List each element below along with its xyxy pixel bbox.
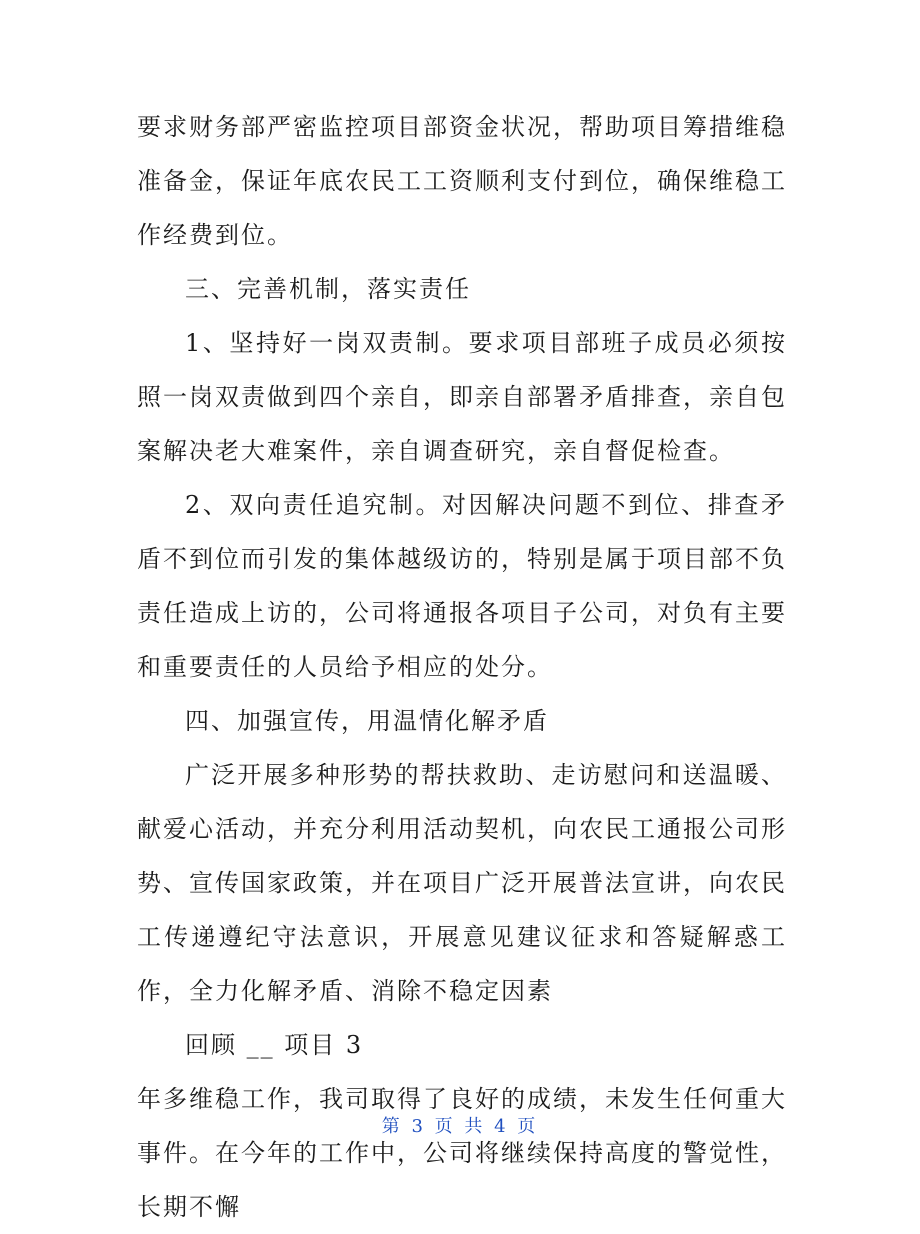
document-body [137, 100, 787, 1234]
page-number-footer: 第 3 页 共 4 页 [381, 1116, 539, 1137]
paragraph-responsibility-2: 2、双向责任追究制。对因解决问题不到位、排查矛盾不到位而引发的集体越级访的，特别是属于项目部不负责任造成上访的，公司将通报各项目子公司，对负有主要和重要责任的人员给予相应的处分。 [137, 491, 787, 681]
paragraph-responsibility-1: 1、坚持好一岗双责制。要求项目部班子成员必须按照一岗双责做到四个亲自，即亲自部署矛盾排查，亲自包案解决老大难案件，亲自调查研究，亲自督促检查。 [137, 329, 787, 465]
paragraph-review: 年多维稳工作，我司取得了良好的成绩，未发生任何重大事件。在今年的工作中，公司将继续保持高度的警觉性，长期不懈 [137, 1085, 787, 1221]
paragraph-publicity: 广泛开展多种形势的帮扶救助、走访慰问和送温暖、献爱心活动，并充分利用活动契机，向农民工通报公司形势、宣传国家政策，并在项目广泛开展普法宣讲，向农民工传递遵纪守法意识，开展意见建议征求和答疑解惑工作，全力化解矛盾、消除不稳定因素 [137, 761, 787, 1005]
section-heading-four: 四、加强宣传，用温情化解矛盾 [185, 707, 549, 735]
section-heading-three: 三、完善机制，落实责任 [185, 275, 471, 303]
review-heading: 回顾 __ 项目 3 [185, 1031, 364, 1059]
paragraph-funds: 要求财务部严密监控项目部资金状况，帮助项目筹措维稳准备金，保证年底农民工工资顺利支付到位，确保维稳工作经费到位。 [137, 113, 787, 249]
